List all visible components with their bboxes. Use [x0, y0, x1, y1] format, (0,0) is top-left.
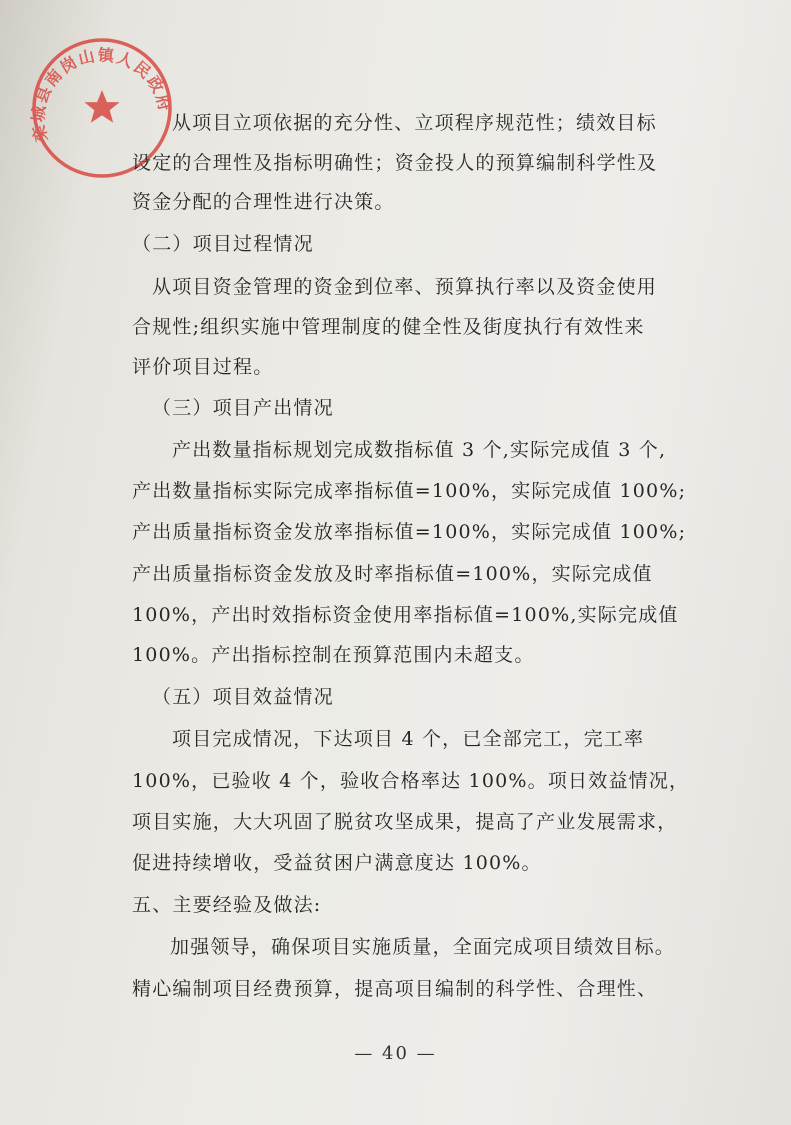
text-line: 资金分配的合理性进行决策。 — [132, 191, 395, 213]
text-line: 精心编制项目经费预算，提高项目编制的科学性、合理性、 — [132, 978, 658, 1000]
text-line: 100%。产出指标控制在预算范围内未超支。 — [132, 644, 535, 666]
text-line: 项目完成情况，下达项目 4 个，已全部完工，完工率 — [172, 728, 645, 750]
text-line: 五、主要经验及做法: — [132, 894, 322, 916]
text-line: 从项目资金管理的资金到位率、预算执行率以及资金使用 — [152, 276, 658, 298]
star-icon — [84, 90, 119, 123]
text-line: （三）项目产出情况 — [152, 397, 334, 419]
text-line: 100%，已验收 4 个，验收合格率达 100%。项日效益情况， — [132, 770, 690, 792]
text-line: 产出数量指标实际完成率指标值=100%，实际完成值 100%; — [132, 480, 687, 502]
text-line: 加强领导，确保项目实施质量，全面完成项目绩效目标。 — [170, 936, 676, 958]
text-line: 100%，产出时效指标资金使用率指标值=100%,实际完成值 — [132, 604, 679, 626]
text-line: 项目实施，大大巩固了脱贫攻坚成果，提高了产业发展需求， — [132, 811, 678, 833]
text-line: （二）项目过程情况 — [132, 233, 314, 255]
text-line: （五）项目效益情况 — [152, 686, 334, 708]
svg-text:栾城县南岗山镇人民政府: 栾城县南岗山镇人民政府 — [28, 45, 176, 144]
text-line: 评价项目过程。 — [132, 356, 274, 378]
text-line: 设定的合理性及指标明确性；资金投人的预算编制科学性及 — [132, 152, 658, 174]
page-number: — 40 — — [354, 1043, 437, 1064]
text-line: 产出质量指标资金发放及时率指标值=100%，实际完成值 — [132, 563, 653, 585]
text-line: 从项目立项依据的充分性、立项程序规范性；绩效目标 — [172, 112, 657, 134]
text-line: 促进持续增收，受益贫困户满意度达 100%。 — [132, 852, 542, 874]
text-line: 产出数量指标规划完成数指标值 3 个,实际完成值 3 个, — [172, 439, 667, 461]
text-line: 合规性;组织实施中管理制度的健全性及街度执行有效性来 — [132, 316, 645, 338]
text-line: 产出质量指标资金发放率指标值=100%，实际完成值 100%; — [132, 521, 687, 543]
